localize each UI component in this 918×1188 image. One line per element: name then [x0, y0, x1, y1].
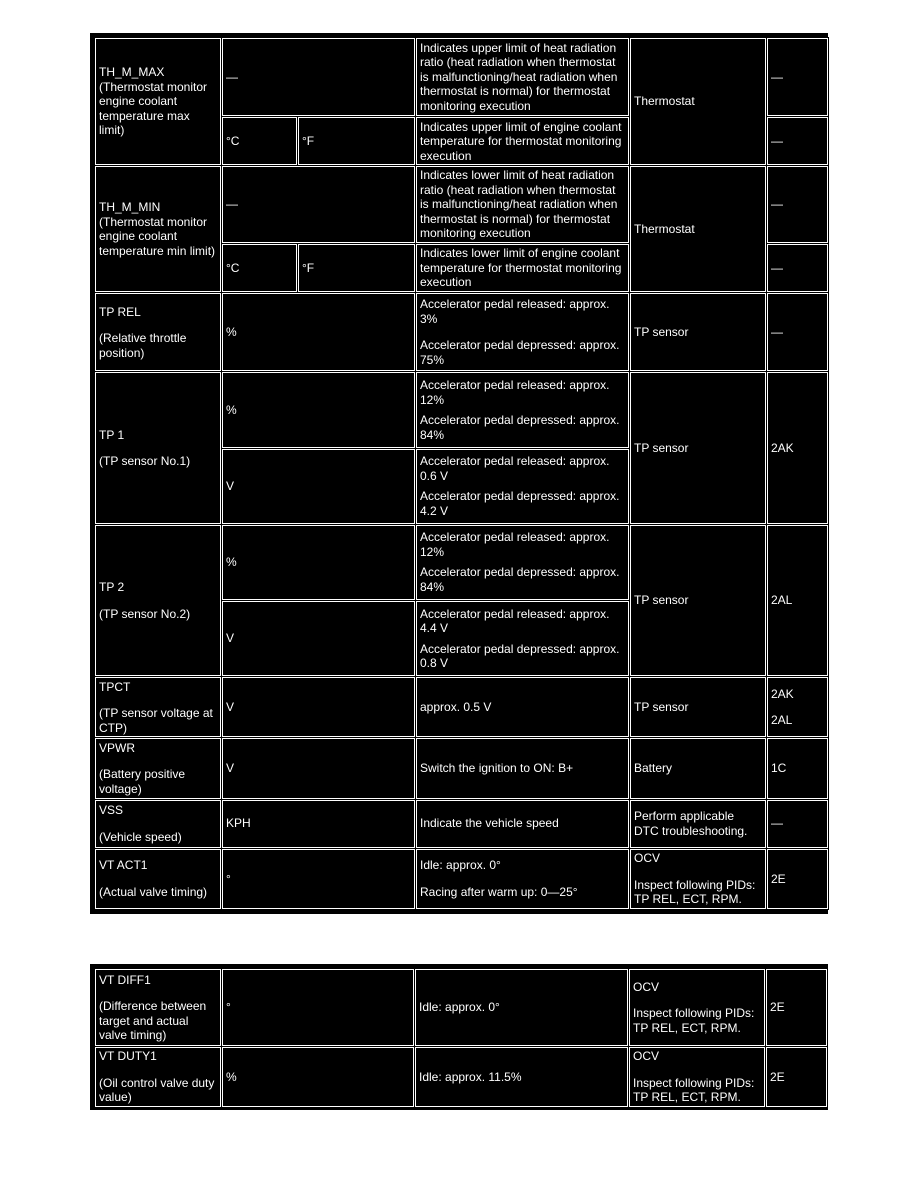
- pid-cell: [95, 800, 221, 848]
- pid-cell: [95, 166, 221, 292]
- terminal-cell: 2E: [766, 1047, 827, 1107]
- condition-text: Accelerator pedal depressed: approx. 0.8 V: [420, 641, 620, 671]
- pid-description: (Thermostat monitor engine coolant temperature max limit): [99, 79, 208, 138]
- table-row: [95, 38, 828, 116]
- unit-cell: %: [222, 525, 415, 600]
- action-cell: [630, 849, 766, 909]
- pid-name: VSS: [99, 803, 124, 818]
- unit-cell: V: [222, 677, 415, 737]
- condition-text: Racing after warm up: 0—25°: [420, 884, 578, 899]
- terminal-cell: —: [767, 293, 828, 371]
- pid-name: TH_M_MAX: [99, 65, 165, 80]
- condition-text: Accelerator pedal released: approx. 12%: [420, 378, 610, 407]
- condition-text: Accelerator pedal depressed: approx. 84%: [420, 413, 620, 442]
- action-cell: Perform applicable DTC troubleshooting.: [630, 800, 766, 848]
- table-row: [95, 969, 827, 1046]
- pid-description: (Relative throttle position): [99, 331, 187, 360]
- condition-text: Accelerator pedal released: approx. 12%: [420, 530, 610, 559]
- action-text: OCV: [634, 851, 661, 866]
- action-cell: TP sensor: [630, 525, 766, 676]
- pid-cell: [95, 738, 221, 798]
- unit-cell: %: [222, 293, 415, 371]
- action-cell: Thermostat: [630, 38, 766, 165]
- pid-table-1-grid: [94, 37, 829, 910]
- pid-cell: [95, 1047, 221, 1107]
- condition-cell: Indicates lower limit of heat radiation ratio (heat radiation when thermostat is malfunctioning/heat radiation when thermostat is normal) for thermostat monitoring execution: [416, 166, 629, 243]
- pid-cell: [95, 38, 221, 165]
- terminal-cell: —: [767, 244, 828, 292]
- pid-cell: [95, 969, 221, 1046]
- pid-name: VT DUTY1: [99, 1049, 157, 1064]
- unit-cell: °: [222, 969, 414, 1046]
- pid-name: VT ACT1: [99, 858, 148, 873]
- action-cell: [629, 969, 765, 1046]
- action-cell: TP sensor: [630, 372, 766, 523]
- pid-description: (Actual valve timing): [99, 884, 208, 899]
- pid-name: TH_M_MIN: [99, 200, 161, 215]
- unit-cell: °F: [298, 244, 415, 292]
- terminal-cell: 2AL: [767, 525, 828, 676]
- pid-name: TP REL: [99, 304, 141, 319]
- terminal-cell: —: [767, 38, 828, 116]
- pid-table-2-grid: [94, 968, 828, 1108]
- unit-cell: °C: [222, 117, 297, 165]
- condition-cell: Switch the ignition to ON: B+: [416, 738, 629, 798]
- pid-cell: [95, 849, 221, 909]
- action-text: Inspect following PIDs: TP REL, ECT, RPM.: [633, 1006, 755, 1035]
- condition-cell: Idle: approx. 0°: [415, 969, 628, 1046]
- terminal-cell: 2AK: [767, 372, 828, 523]
- condition-cell: Indicates upper limit of heat radiation ratio (heat radiation when thermostat is malfunctioning/heat radiation when thermostat is normal) for thermostat monitoring execution: [416, 38, 629, 116]
- condition-cell: [416, 372, 629, 447]
- pid-name: TP 1: [99, 427, 125, 442]
- terminal-text: 2AL: [771, 713, 793, 728]
- terminal-cell: 1C: [767, 738, 828, 798]
- action-cell: Thermostat: [630, 166, 766, 292]
- unit-cell: %: [222, 372, 415, 447]
- condition-cell: [416, 293, 629, 371]
- terminal-cell: —: [767, 117, 828, 165]
- terminal-cell: —: [767, 166, 828, 243]
- pid-description: (Oil control valve duty value): [99, 1075, 215, 1105]
- condition-text: Idle: approx. 0°: [420, 858, 501, 873]
- unit-cell: V: [222, 738, 415, 798]
- condition-cell: [416, 601, 629, 676]
- table-row: [95, 677, 828, 737]
- action-text: Inspect following PIDs: TP REL, ECT, RPM.: [634, 877, 756, 907]
- table-row: [95, 800, 828, 848]
- pid-description: (TP sensor voltage at CTP): [99, 706, 213, 735]
- table-row: [95, 525, 828, 600]
- condition-cell: Indicate the vehicle speed: [416, 800, 629, 848]
- unit-cell: —: [222, 166, 415, 243]
- unit-cell: KPH: [222, 800, 415, 848]
- pid-name: VT DIFF1: [99, 972, 151, 987]
- condition-text: Accelerator pedal released: approx. 0.6 V: [420, 454, 610, 483]
- pid-table-2: [90, 964, 828, 1110]
- condition-cell: Idle: approx. 11.5%: [415, 1047, 628, 1107]
- condition-cell: Indicates upper limit of engine coolant temperature for thermostat monitoring execution: [416, 117, 629, 165]
- pid-description: (Vehicle speed): [99, 829, 182, 844]
- pid-name: TPCT: [99, 679, 131, 694]
- unit-cell: °C: [222, 244, 297, 292]
- pid-name: VPWR: [99, 740, 135, 755]
- pid-name: TP 2: [99, 580, 125, 595]
- terminal-cell: —: [767, 800, 828, 848]
- unit-cell: V: [222, 601, 415, 676]
- action-text: OCV: [633, 979, 660, 994]
- table-row: [95, 849, 828, 909]
- unit-cell: °F: [298, 117, 415, 165]
- pid-cell: [95, 525, 221, 676]
- pid-table-1: [90, 33, 828, 914]
- table-row: [95, 293, 828, 371]
- condition-cell: Indicates lower limit of engine coolant temperature for thermostat monitoring execution: [416, 244, 629, 292]
- pid-description: (Difference between target and actual valve timing): [99, 999, 207, 1042]
- terminal-cell: 2E: [766, 969, 827, 1046]
- condition-cell: [416, 525, 629, 600]
- unit-cell: °: [222, 849, 415, 909]
- action-cell: [629, 1047, 765, 1107]
- unit-cell: V: [222, 449, 415, 524]
- pid-cell: [95, 293, 221, 371]
- unit-cell: %: [222, 1047, 414, 1107]
- terminal-text: 2AK: [771, 686, 794, 701]
- condition-cell: [416, 849, 629, 909]
- pid-cell: [95, 372, 221, 523]
- action-text: OCV: [633, 1049, 660, 1064]
- pid-cell: [95, 677, 221, 737]
- terminal-cell: 2E: [767, 849, 828, 909]
- condition-text: Accelerator pedal released: approx. 3%: [420, 297, 610, 326]
- condition-text: Accelerator pedal depressed: approx. 75%: [420, 338, 620, 367]
- terminal-cell: [767, 677, 828, 737]
- pid-description: (Battery positive voltage): [99, 767, 186, 796]
- condition-cell: approx. 0.5 V: [416, 677, 629, 737]
- pid-description: (TP sensor No.2): [99, 606, 191, 621]
- action-text: Inspect following PIDs: TP REL, ECT, RPM.: [633, 1075, 755, 1105]
- action-cell: TP sensor: [630, 677, 766, 737]
- condition-text: Accelerator pedal depressed: approx. 84%: [420, 565, 620, 594]
- unit-cell: —: [222, 38, 415, 116]
- table-row: [95, 738, 828, 798]
- condition-cell: [416, 449, 629, 524]
- action-cell: Battery: [630, 738, 766, 798]
- condition-text: Accelerator pedal released: approx. 4.4 V: [420, 606, 610, 636]
- pid-description: (TP sensor No.1): [99, 454, 191, 469]
- condition-text: Accelerator pedal depressed: approx. 4.2 V: [420, 489, 620, 518]
- table-row: [95, 372, 828, 447]
- table-row: [95, 1047, 827, 1107]
- action-cell: TP sensor: [630, 293, 766, 371]
- table-row: [95, 166, 828, 243]
- pid-description: (Thermostat monitor engine coolant temperature min limit): [99, 214, 216, 258]
